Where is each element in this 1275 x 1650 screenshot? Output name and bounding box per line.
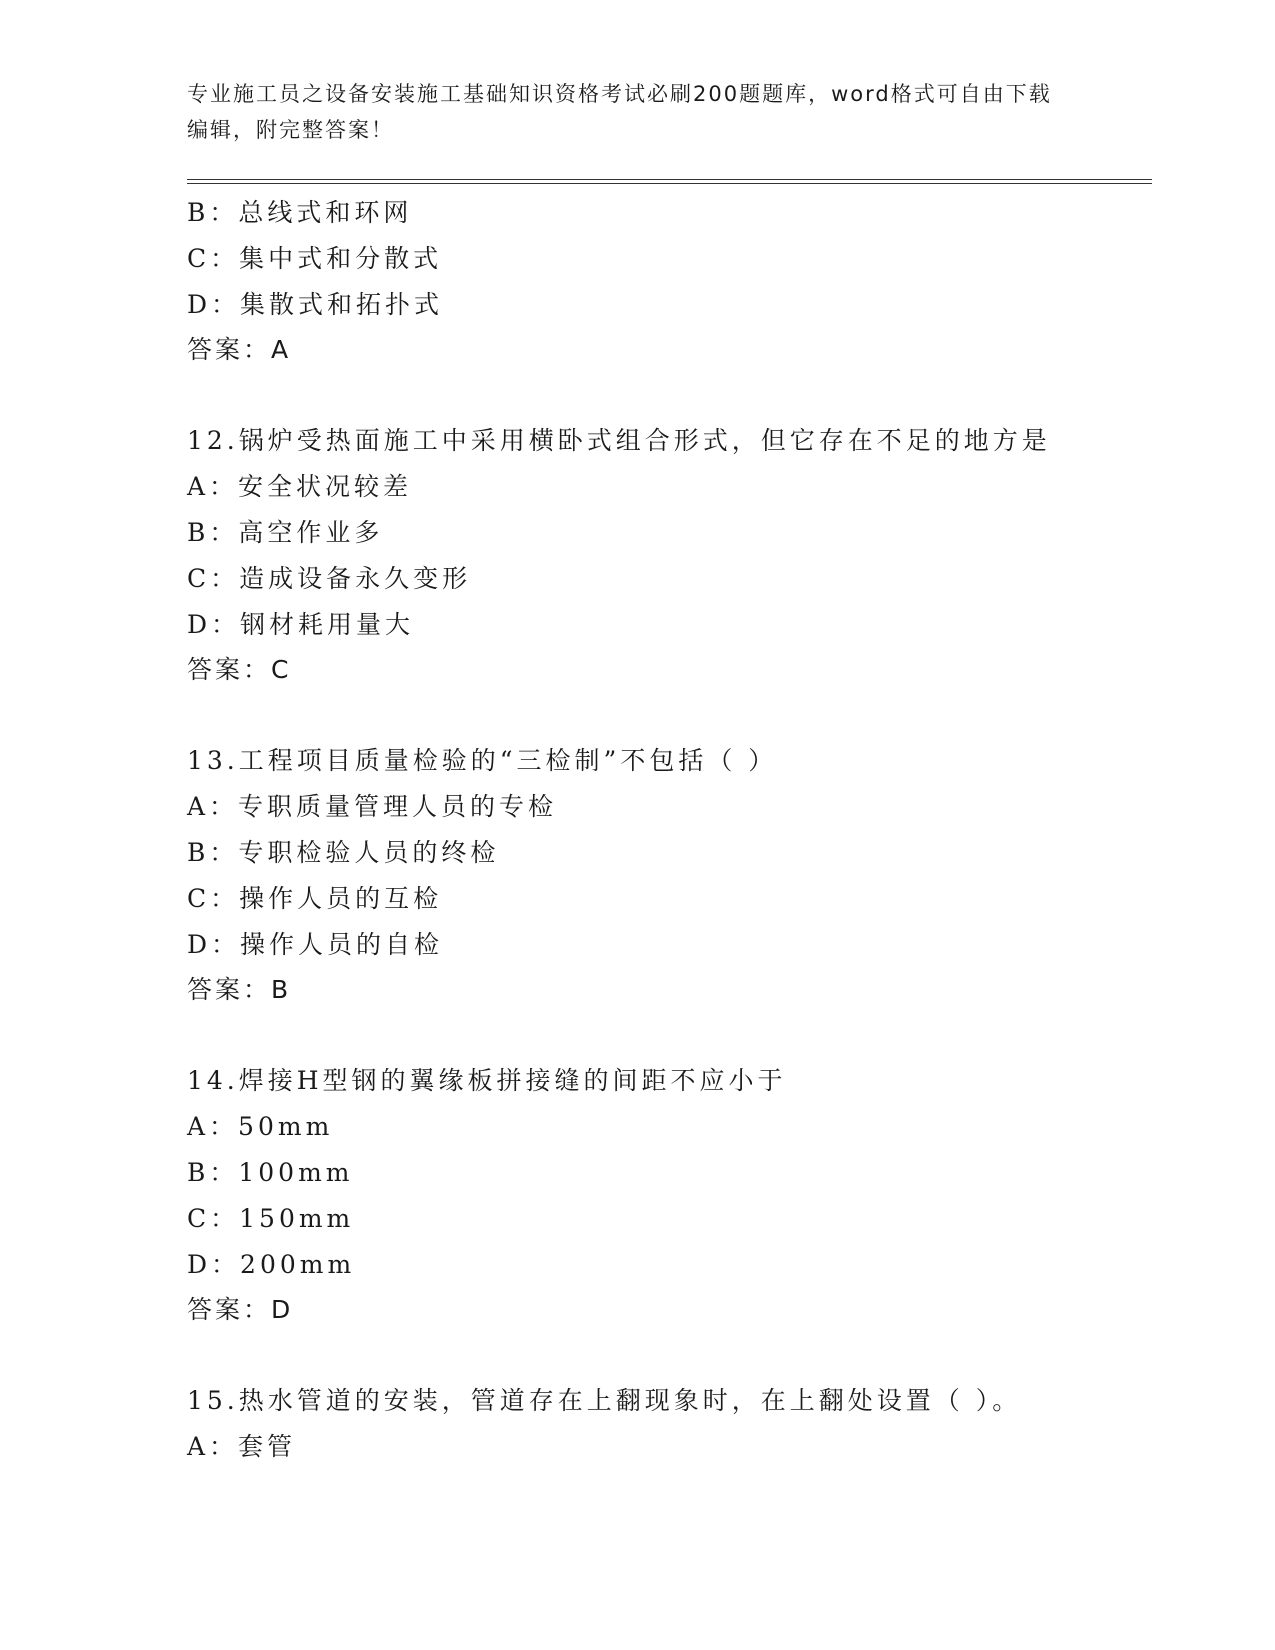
document-header: 专业施工员之设备安装施工基础知识资格考试必刷200题题库，word格式可自由下载编辑，附完整答案！ xyxy=(187,82,1052,142)
option-line: C：造成设备永久变形 xyxy=(187,564,472,593)
option-line: B：100mm xyxy=(187,1158,354,1187)
option-line: B：高空作业多 xyxy=(187,518,384,547)
option-line: A：套管 xyxy=(187,1432,297,1461)
question-stem: 14.焊接H型钢的翼缘板拼接缝的间距不应小于 xyxy=(187,1066,787,1095)
header-divider-bottom xyxy=(187,183,1152,184)
option-line: C：150mm xyxy=(187,1204,355,1233)
option-line: B：总线式和环网 xyxy=(187,198,413,227)
option-line: A：专职质量管理人员的专检 xyxy=(187,792,558,821)
question-stem: 13.工程项目质量检验的“三检制”不包括（ ） xyxy=(187,746,778,775)
header-divider-top xyxy=(187,179,1152,180)
option-line: C：操作人员的互检 xyxy=(187,884,443,913)
answer-line: 答案：C xyxy=(187,655,292,684)
question-stem: 12.锅炉受热面施工中采用横卧式组合形式，但它存在不足的地方是 xyxy=(187,426,1051,455)
option-line: D：操作人员的自检 xyxy=(187,930,444,959)
answer-line: 答案：A xyxy=(187,335,292,364)
answer-line: 答案：D xyxy=(187,1295,294,1324)
option-line: B：专职检验人员的终检 xyxy=(187,838,500,867)
question-stem: 15.热水管道的安装，管道存在上翻现象时，在上翻处设置（ ）。 xyxy=(187,1386,1022,1415)
option-line: D：集散式和拓扑式 xyxy=(187,290,444,319)
option-line: D：钢材耗用量大 xyxy=(187,610,415,639)
option-line: A：50mm xyxy=(187,1112,334,1141)
option-line: C：集中式和分散式 xyxy=(187,244,443,273)
answer-line: 答案：B xyxy=(187,975,292,1004)
option-line: A：安全状况较差 xyxy=(187,472,413,501)
option-line: D：200mm xyxy=(187,1250,356,1279)
